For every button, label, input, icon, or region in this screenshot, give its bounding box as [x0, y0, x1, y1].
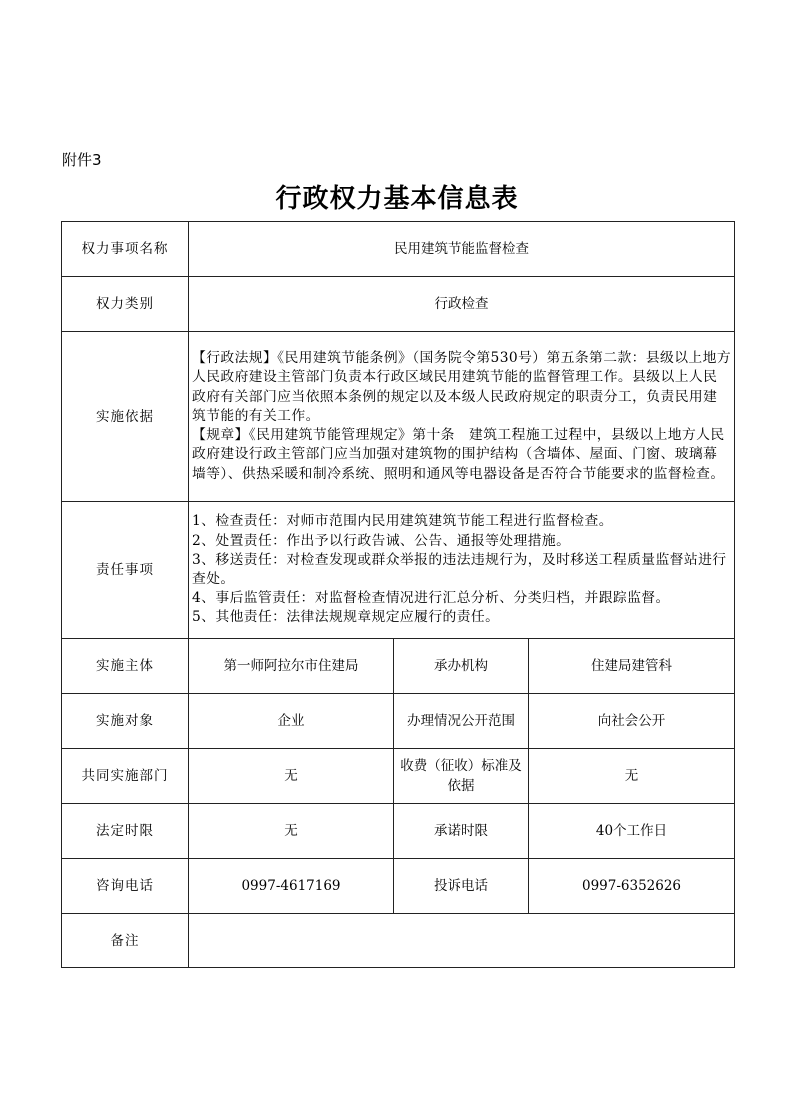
disclosure-value: 向社会公开: [529, 694, 735, 749]
table-row-target: [62, 694, 735, 749]
target-value: 企业: [189, 694, 394, 749]
target-label: 实施对象: [62, 694, 189, 749]
joint-value: 无: [189, 749, 394, 804]
table-row-joint: [62, 749, 735, 804]
basis-value: [189, 332, 735, 502]
category-value: 行政检查: [189, 277, 735, 332]
consult-phone-label: 咨询电话: [62, 859, 189, 914]
responsibility-item: 1、检查责任：对师市范围内民用建筑建筑节能工程进行监督检查。: [192, 513, 613, 530]
responsibility-item: 3、移送责任：对检查发现或群众举报的违法违规行为，及时移送工程质量监督站进行查处。: [192, 551, 727, 587]
responsibility-item: 4、事后监管责任：对监督检查情况进行汇总分析、分类归档，并跟踪监督。: [192, 590, 670, 607]
fee-label: 收费（征收）标准及依据: [394, 749, 529, 804]
table-row-phone: [62, 859, 735, 914]
consult-phone-value: 0997-4617169: [189, 859, 394, 914]
legal-time-value: 无: [189, 804, 394, 859]
responsibility-label: 责任事项: [62, 502, 189, 639]
table-row-time-limit: [62, 804, 735, 859]
subject-value: 第一师阿拉尔市住建局: [189, 639, 394, 694]
table-row-subject: [62, 639, 735, 694]
remark-value: [189, 914, 735, 968]
disclosure-label: 办理情况公开范围: [394, 694, 529, 749]
table-row-category: [62, 277, 735, 332]
joint-label: 共同实施部门: [62, 749, 189, 804]
subject-label: 实施主体: [62, 639, 189, 694]
basis-label: 实施依据: [62, 332, 189, 502]
table-row-remark: [62, 914, 735, 968]
name-label: 权力事项名称: [62, 222, 189, 277]
category-label: 权力类别: [62, 277, 189, 332]
page-title: 行政权力基本信息表: [275, 184, 519, 214]
complaint-phone-label: 投诉电话: [394, 859, 529, 914]
table-row-name: [62, 222, 735, 277]
attachment-label: 附件3: [62, 151, 102, 169]
responsibility-value: [189, 502, 735, 639]
responsibility-item: 2、处置责任：作出予以行政告诫、公告、通报等处理措施。: [192, 532, 571, 549]
table-row-responsibility: [62, 502, 735, 639]
promised-time-value: 40个工作日: [529, 804, 735, 859]
agency-value: 住建局建管科: [529, 639, 735, 694]
complaint-phone-value: 0997-6352626: [529, 859, 735, 914]
name-value: 民用建筑节能监督检查: [189, 222, 735, 277]
info-table: [61, 221, 735, 968]
responsibility-item: 5、其他责任：法律法规规章规定应履行的责任。: [192, 609, 500, 626]
promised-time-label: 承诺时限: [394, 804, 529, 859]
fee-value: 无: [529, 749, 735, 804]
table-row-basis: [62, 332, 735, 502]
remark-label: 备注: [62, 914, 189, 968]
agency-label: 承办机构: [394, 639, 529, 694]
legal-time-label: 法定时限: [62, 804, 189, 859]
basis-paragraph: 【行政法规】《民用建筑节能条例》（国务院令第530号）第五条第二款：县级以上地方人民政府建设主管部门负责本行政区域民用建筑节能的监督管理工作。县级以上人民政府有关部门应当依照本条例的规定以及本级人民政府规定的职责分工，负责民用建筑节能的有关工作。: [192, 350, 732, 424]
basis-paragraph: 【规章】《民用建筑节能管理规定》第十条 建筑工程施工过程中，县级以上地方人民政府建设行政主管部门应当加强对建筑物的围护结构（含墙体、屋面、门窗、玻璃幕墙等）、供热采暖和制冷系统、照明和通风等电器设备是否符合节能要求的监督检查。: [192, 427, 725, 482]
